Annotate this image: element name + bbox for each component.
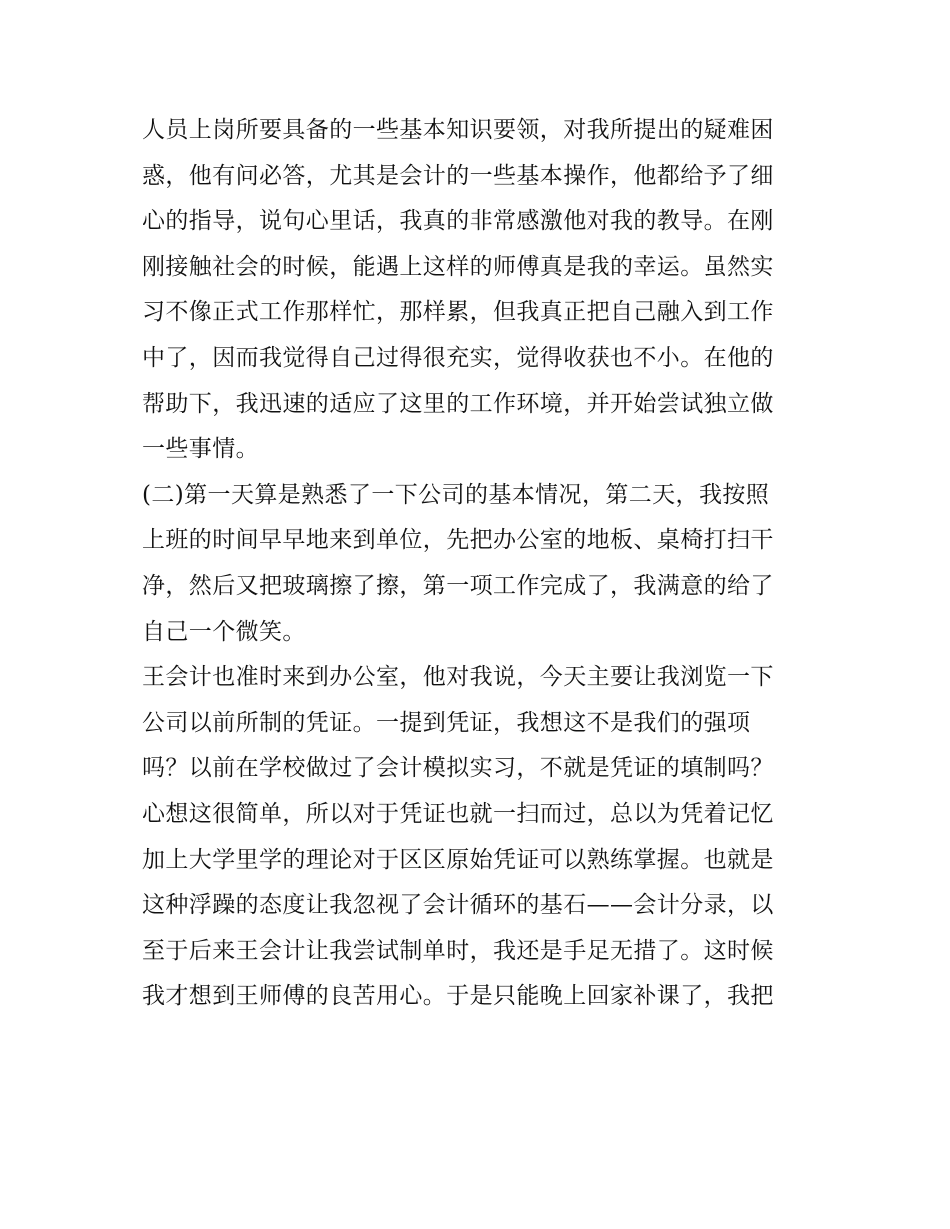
- text-line: 心的指导，说句心里话，我真的非常感激他对我的教导。在刚: [142, 208, 774, 235]
- text-line: 刚接触社会的时候，能遇上这样的师傅真是我的幸运。虽然实: [142, 253, 774, 280]
- body-text: [142, 108, 822, 1020]
- text-line: 净，然后又把玻璃擦了擦，第一项工作完成了，我满意的给了: [142, 572, 774, 599]
- text-line: 帮助下，我迅速的适应了这里的工作环境，并开始尝试独立做: [142, 390, 774, 417]
- text-line: 一些事情。: [142, 436, 259, 463]
- text-line: 习不像正式工作那样忙，那样累，但我真正把自己融入到工作: [142, 299, 774, 326]
- text-line: 王会计也准时来到办公室，他对我说，今天主要让我浏览一下: [142, 664, 774, 691]
- text-line: (二)第一天算是熟悉了一下公司的基本情况，第二天，我按照: [142, 481, 770, 508]
- text-line: 我才想到王师傅的良苦用心。于是只能晚上回家补课了，我把: [142, 983, 774, 1010]
- text-line: 这种浮躁的态度让我忽视了会计循环的基石——会计分录，以: [142, 892, 774, 919]
- text-line: 加上大学里学的理论对于区区原始凭证可以熟练掌握。也就是: [142, 846, 774, 873]
- text-line: 自己一个微笑。: [142, 618, 306, 645]
- text-line: 公司以前所制的凭证。一提到凭证，我想这不是我们的强项: [142, 709, 751, 736]
- text-line: 人员上岗所要具备的一些基本知识要领，对我所提出的疑难困: [142, 117, 774, 143]
- text-line: 心想这很简单，所以对于凭证也就一扫而过，总以为凭着记忆: [142, 800, 774, 827]
- text-line: 吗？以前在学校做过了会计模拟实习，不就是凭证的填制吗？: [142, 755, 774, 782]
- text-line: 中了，因而我觉得自己过得很充实，觉得收获也不小。在他的: [142, 344, 774, 371]
- text-line: 惑，他有问必答，尤其是会计的一些基本操作，他都给予了细: [142, 162, 774, 189]
- text-line: 至于后来王会计让我尝试制单时，我还是手足无措了。这时候: [142, 937, 774, 964]
- text-line: 上班的时间早早地来到单位，先把办公室的地板、桌椅打扫干: [142, 527, 774, 554]
